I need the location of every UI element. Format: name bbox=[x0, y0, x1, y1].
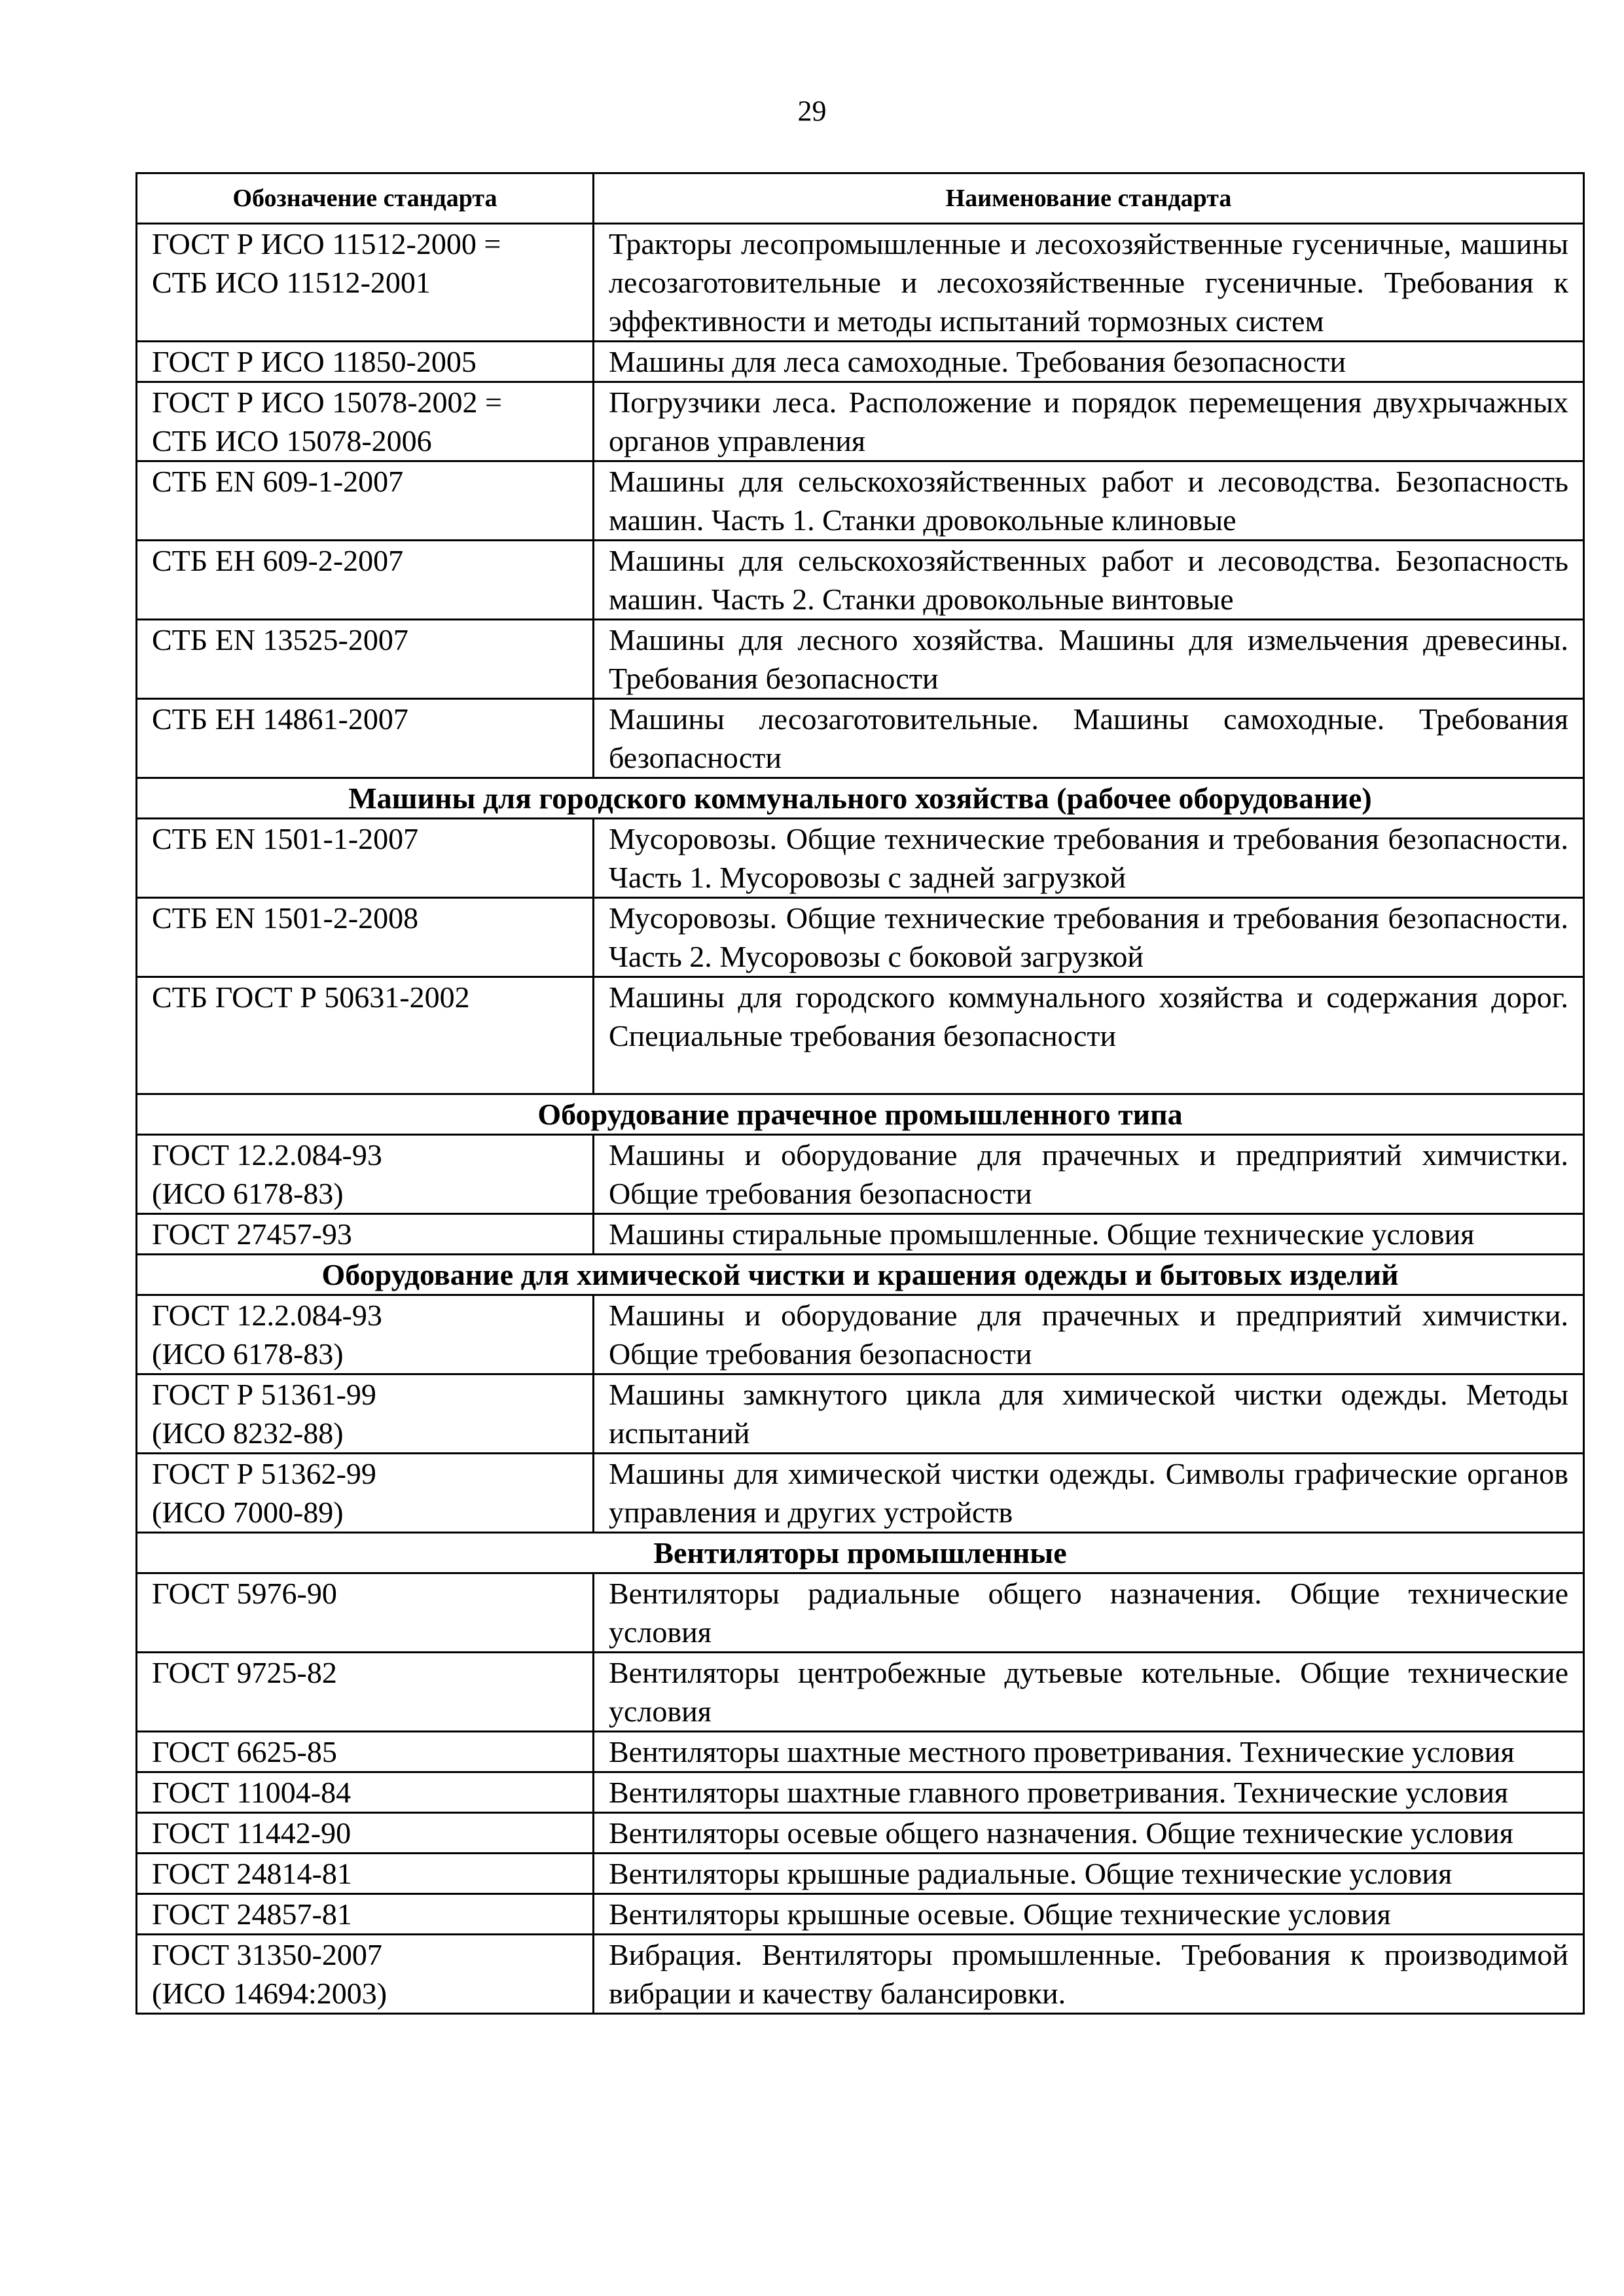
table-row bbox=[137, 1573, 1584, 1653]
standard-name: Погрузчики леса. Расположение и порядок перемещения двухрычажных органов управления bbox=[594, 382, 1584, 461]
standard-designation: СТБ EN 609-1-2007 bbox=[137, 461, 594, 541]
column-header-name: Наименование стандарта bbox=[594, 173, 1584, 224]
standard-designation: СТБ EN 1501-2-2008 bbox=[137, 898, 594, 977]
table-row bbox=[137, 541, 1584, 620]
standard-name: Машины стиральные промышленные. Общие технические условия bbox=[594, 1214, 1584, 1255]
standard-name: Мусоровозы. Общие технические требования и требования безопасности. Часть 2. Мусоровозы с боковой загрузкой bbox=[594, 898, 1584, 977]
standard-name: Машины для сельскохозяйственных работ и лесоводства. Безопасность машин. Часть 2. Станки дровокольные винтовые bbox=[594, 541, 1584, 620]
standard-designation: ГОСТ 24857-81 bbox=[137, 1894, 594, 1935]
standard-name: Вентиляторы центробежные дутьевые котельные. Общие технические условия bbox=[594, 1653, 1584, 1732]
standard-name: Машины и оборудование для прачечных и предприятий химчистки. Общие требования безопасности bbox=[594, 1135, 1584, 1214]
table-row bbox=[137, 382, 1584, 461]
standard-name: Машины для лесного хозяйства. Машины для измельчения древесины. Требования безопасности bbox=[594, 620, 1584, 699]
table-row bbox=[137, 1935, 1584, 2014]
standard-designation: ГОСТ 27457-93 bbox=[137, 1214, 594, 1255]
table-row bbox=[137, 224, 1584, 342]
standard-name: Машины для леса самоходные. Требования безопасности bbox=[594, 342, 1584, 382]
standard-designation: СТБ EN 1501-1-2007 bbox=[137, 819, 594, 898]
table-row bbox=[137, 1374, 1584, 1454]
standard-designation: СТБ ЕН 14861-2007 bbox=[137, 699, 594, 778]
table-row bbox=[137, 1454, 1584, 1533]
standard-designation: СТБ ГОСТ Р 50631-2002 bbox=[137, 977, 594, 1094]
standard-name: Вибрация. Вентиляторы промышленные. Требования к производимой вибрации и качеству балансировки. bbox=[594, 1935, 1584, 2014]
standard-designation: ГОСТ Р ИСО 15078-2002 = СТБ ИСО 15078-2006 bbox=[137, 382, 594, 461]
table-row bbox=[137, 620, 1584, 699]
standard-designation: ГОСТ Р 51362-99 (ИСО 7000-89) bbox=[137, 1454, 594, 1533]
table-row bbox=[137, 1295, 1584, 1374]
section-title: Оборудование для химической чистки и крашения одежды и бытовых изделий bbox=[137, 1255, 1584, 1295]
table-row bbox=[137, 1653, 1584, 1732]
standard-name: Вентиляторы радиальные общего назначения. Общие технические условия bbox=[594, 1573, 1584, 1653]
standard-name: Мусоровозы. Общие технические требования и требования безопасности. Часть 1. Мусоровозы с задней загрузкой bbox=[594, 819, 1584, 898]
table-row bbox=[137, 1214, 1584, 1255]
standard-designation: ГОСТ 31350-2007 (ИСО 14694:2003) bbox=[137, 1935, 594, 2014]
standard-name: Тракторы лесопромышленные и лесохозяйственные гусеничные, машины лесозаготовительные и лесохозяйственные гусеничные. Требования к эффективности и методы испытаний тормозных систем bbox=[594, 224, 1584, 342]
standard-name: Машины и оборудование для прачечных и предприятий химчистки. Общие требования безопасности bbox=[594, 1295, 1584, 1374]
standard-designation: ГОСТ 12.2.084-93 (ИСО 6178-83) bbox=[137, 1295, 594, 1374]
standard-designation: ГОСТ 24814-81 bbox=[137, 1854, 594, 1894]
standard-designation: ГОСТ 6625-85 bbox=[137, 1732, 594, 1772]
table-row bbox=[137, 1772, 1584, 1813]
standard-designation: ГОСТ 12.2.084-93 (ИСО 6178-83) bbox=[137, 1135, 594, 1214]
standard-name: Вентиляторы крышные осевые. Общие технические условия bbox=[594, 1894, 1584, 1935]
table-row bbox=[137, 1135, 1584, 1214]
table-row bbox=[137, 898, 1584, 977]
section-title: Машины для городского коммунального хозяйства (рабочее оборудование) bbox=[137, 778, 1584, 819]
standard-name: Машины лесозаготовительные. Машины самоходные. Требования безопасности bbox=[594, 699, 1584, 778]
table-row bbox=[137, 1854, 1584, 1894]
table-row bbox=[137, 819, 1584, 898]
section-title: Оборудование прачечное промышленного типа bbox=[137, 1094, 1584, 1135]
table-row bbox=[137, 342, 1584, 382]
section-row bbox=[137, 778, 1584, 819]
table-header-row bbox=[137, 173, 1584, 224]
standard-name: Вентиляторы шахтные местного проветривания. Технические условия bbox=[594, 1732, 1584, 1772]
standard-designation: СТБ EN 13525-2007 bbox=[137, 620, 594, 699]
standard-designation: ГОСТ Р 51361-99 (ИСО 8232-88) bbox=[137, 1374, 594, 1454]
standard-name: Машины для сельскохозяйственных работ и лесоводства. Безопасность машин. Часть 1. Станки дровокольные клиновые bbox=[594, 461, 1584, 541]
standard-designation: ГОСТ Р ИСО 11512-2000 = СТБ ИСО 11512-2001 bbox=[137, 224, 594, 342]
section-row bbox=[137, 1533, 1584, 1573]
standard-designation: ГОСТ 9725-82 bbox=[137, 1653, 594, 1732]
table-row bbox=[137, 1894, 1584, 1935]
standards-table bbox=[135, 172, 1585, 2015]
standard-name: Вентиляторы осевые общего назначения. Общие технические условия bbox=[594, 1813, 1584, 1854]
column-header-designation: Обозначение стандарта bbox=[137, 173, 594, 224]
standard-name: Машины для химической чистки одежды. Символы графические органов управления и других устройств bbox=[594, 1454, 1584, 1533]
table-row bbox=[137, 1813, 1584, 1854]
table-body bbox=[137, 224, 1584, 2014]
standard-name: Вентиляторы шахтные главного проветривания. Технические условия bbox=[594, 1772, 1584, 1813]
section-row bbox=[137, 1094, 1584, 1135]
table-row bbox=[137, 977, 1584, 1094]
table-row bbox=[137, 461, 1584, 541]
section-title: Вентиляторы промышленные bbox=[137, 1533, 1584, 1573]
standard-name: Вентиляторы крышные радиальные. Общие технические условия bbox=[594, 1854, 1584, 1894]
standard-designation: ГОСТ 11004-84 bbox=[137, 1772, 594, 1813]
table-row bbox=[137, 699, 1584, 778]
standard-designation: СТБ ЕН 609-2-2007 bbox=[137, 541, 594, 620]
standard-name: Машины для городского коммунального хозяйства и содержания дорог. Специальные требования безопасности bbox=[594, 977, 1584, 1094]
section-row bbox=[137, 1255, 1584, 1295]
standard-designation: ГОСТ Р ИСО 11850-2005 bbox=[137, 342, 594, 382]
standard-name: Машины замкнутого цикла для химической чистки одежды. Методы испытаний bbox=[594, 1374, 1584, 1454]
page-number: 29 bbox=[797, 95, 827, 127]
standard-designation: ГОСТ 11442-90 bbox=[137, 1813, 594, 1854]
standard-designation: ГОСТ 5976-90 bbox=[137, 1573, 594, 1653]
table-row bbox=[137, 1732, 1584, 1772]
